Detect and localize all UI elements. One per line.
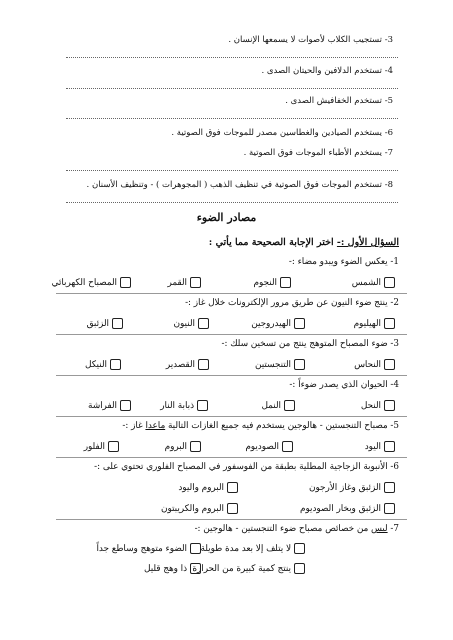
option[interactable]: الزئبق <box>87 318 123 329</box>
checkbox[interactable] <box>198 359 209 370</box>
answer-line <box>66 202 398 203</box>
option[interactable]: الصوديوم <box>245 441 293 452</box>
answer-line <box>66 88 398 89</box>
checkbox[interactable] <box>227 482 238 493</box>
separator <box>56 293 407 294</box>
checkbox[interactable] <box>384 318 395 329</box>
question-5: 5- مصباح التنجستين - هالوجين يستخدم فيه جميع الغازات التالية ماعدا غاز :- <box>122 421 399 431</box>
checkbox[interactable] <box>384 441 395 452</box>
section-title: مصادر الضوء <box>196 211 257 224</box>
checkbox[interactable] <box>384 359 395 370</box>
checkbox[interactable] <box>384 503 395 514</box>
separator <box>56 416 407 417</box>
checkbox[interactable] <box>197 400 208 411</box>
option[interactable]: النيكل <box>85 359 121 370</box>
separator <box>56 519 407 520</box>
option[interactable]: ينتج كمية كبيرة من الحرارة <box>192 563 305 574</box>
option[interactable]: النجوم <box>254 277 291 288</box>
option[interactable]: الشمس <box>352 277 395 288</box>
answer-line <box>66 118 398 119</box>
checkbox[interactable] <box>198 318 209 329</box>
option[interactable]: النحاس <box>354 359 395 370</box>
option[interactable]: المصباح الكهربائي <box>52 277 131 288</box>
checkbox[interactable] <box>294 563 305 574</box>
checkbox[interactable] <box>282 441 293 452</box>
question-1: 1- يعكس الضوء ويبدو مضاء :- <box>288 257 399 267</box>
option[interactable]: اليود <box>365 441 395 452</box>
option[interactable]: القمر <box>167 277 201 288</box>
checkbox[interactable] <box>384 277 395 288</box>
option[interactable]: الضوء متوهج وساطع جداً <box>96 543 201 554</box>
option[interactable]: لا يتلف إلا بعد مدة طويلة <box>201 543 305 554</box>
question-2: 2- ينتج ضوء النيون عن طريق مرور الإلكترونات خلال غاز :- <box>185 298 399 308</box>
question-7-keyword: ليس <box>371 524 388 534</box>
answer-line <box>66 57 398 58</box>
checkbox[interactable] <box>384 482 395 493</box>
checkbox[interactable] <box>108 441 119 452</box>
question-label: السؤال الأول :- <box>336 237 399 248</box>
checkbox[interactable] <box>227 503 238 514</box>
option[interactable]: الهيليوم <box>354 318 395 329</box>
checkbox[interactable] <box>120 277 131 288</box>
checkbox[interactable] <box>280 277 291 288</box>
checkbox[interactable] <box>190 441 201 452</box>
question-3: 3- ضوء المصباح المتوهج ينتج من تسخين سلك :- <box>221 339 399 349</box>
checkbox[interactable] <box>120 400 131 411</box>
option[interactable]: النحل <box>361 400 395 411</box>
option[interactable]: البروم والكريبتون <box>161 503 238 514</box>
checkbox[interactable] <box>110 359 121 370</box>
separator <box>56 375 407 376</box>
option[interactable]: الهيدروجين <box>251 318 305 329</box>
checkbox[interactable] <box>294 359 305 370</box>
checkbox[interactable] <box>384 400 395 411</box>
checkbox[interactable] <box>284 400 295 411</box>
statement-7: 7- يستخدم الأطباء الموجات فوق الصوتية . <box>243 148 393 158</box>
answer-line <box>66 170 398 171</box>
separator <box>56 457 407 458</box>
separator <box>56 334 407 335</box>
statement-8: 8- تستخدم الموجات فوق الصوتية في تنظيف الذهب ( المجوهرات ) - وتنظيف الأسنان . <box>86 180 393 190</box>
option[interactable]: القصدير <box>166 359 209 370</box>
option[interactable]: التنجستين <box>255 359 305 370</box>
option[interactable]: البروم <box>165 441 201 452</box>
checkbox[interactable] <box>190 563 201 574</box>
option[interactable]: النيون <box>174 318 209 329</box>
statement-5: 5- تستخدم الخفافيش الصدى . <box>285 96 393 106</box>
option[interactable]: البروم واليود <box>178 482 238 493</box>
question-6: 6- الأنبوبة الزجاجية المطلية بطبقة من الفوسفور في المصباح الفلوري تحتوي على :- <box>94 462 399 472</box>
question-header <box>209 237 399 248</box>
question-instruction: اختر الإجابة الصحيحة مما يأتي : <box>208 237 334 248</box>
option[interactable]: الزئبق وبخار الصوديوم <box>300 503 395 514</box>
checkbox[interactable] <box>294 318 305 329</box>
statement-3: 3- تستجيب الكلاب لأصوات لا يسمعها الإنسان . <box>228 35 393 45</box>
option[interactable]: الزئبق وغاز الأرجون <box>309 482 395 493</box>
statement-4: 4- تستخدم الدلافين والحيتان الصدى . <box>261 66 393 76</box>
checkbox[interactable] <box>190 543 201 554</box>
question-7: 7- ليس من خصائص مصباح ضوء التنجستين - هالوجين :- <box>194 524 399 534</box>
checkbox[interactable] <box>112 318 123 329</box>
checkbox[interactable] <box>294 543 305 554</box>
option[interactable]: النمل <box>261 400 295 411</box>
option[interactable]: ذا وهج قليل <box>144 563 201 574</box>
option[interactable]: ذبابة النار <box>160 400 208 411</box>
checkbox[interactable] <box>190 277 201 288</box>
option[interactable]: الفراشة <box>88 400 131 411</box>
statement-6: 6- يستخدم الصيادين والغطاسين مصدر للموجات فوق الصوتية . <box>171 128 393 138</box>
option[interactable]: الفلور <box>84 441 119 452</box>
question-4: 4- الحيوان الذي يصدر ضوءاً :- <box>289 380 399 390</box>
